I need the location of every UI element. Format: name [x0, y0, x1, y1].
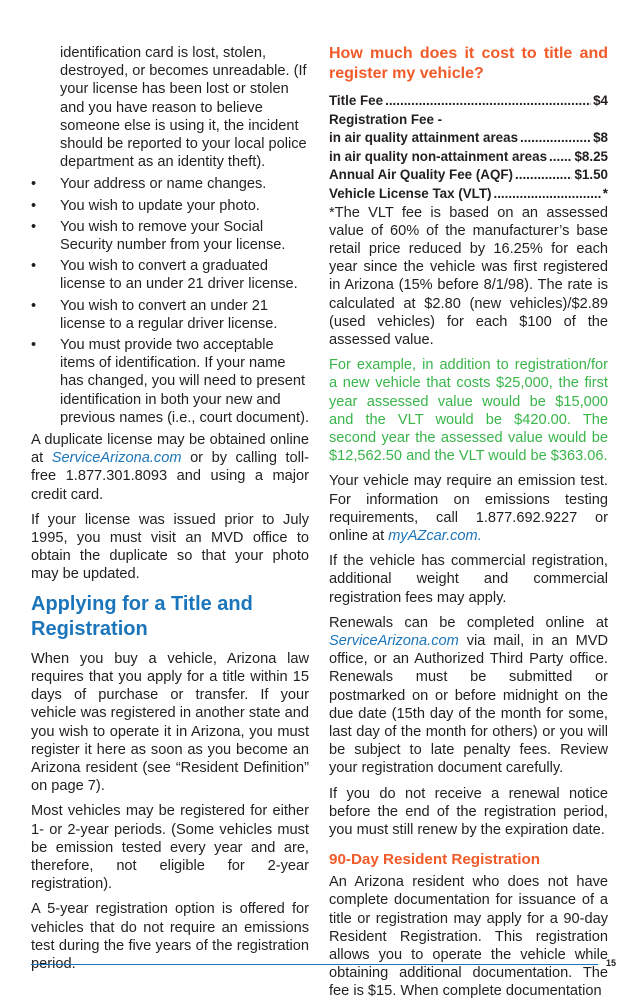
resident-registration-heading: 90-Day Resident Registration — [329, 851, 540, 869]
footer-rule — [31, 964, 598, 965]
resident-registration-paragraph: An Arizona resident who does not have complete documentation for issuance of a title or registration may apply for a 90-day Resident Registration. This registration allows you to operate the vehicle while obtaining additional documentation. The fee is $15. When complete documentation — [329, 874, 608, 1000]
cost-heading: How much does it cost to title and register my vehicle? — [329, 45, 608, 82]
example-paragraph: For example, in addition to registration/for a new vehicle that costs $25,000, the first year assessed value would be $15,000 and the VLT would be $420.00. The second year the assessed value would be $12,562.50 and the VLT would be $363.06. — [329, 357, 608, 465]
bullet-icon: • — [31, 176, 37, 193]
list-item: • You wish to convert an under 21 license to a regular driver license. — [31, 297, 278, 332]
renewal-paragraph: Renewals can be completed online at ServiceArizona.com via mail, in an MVD office, or an Authorized Third Party office. Renewals must be submitted or postmarked on or before midnight on the due date (15th day of the month for some, last day of the month for others) or you will be subject to late penalty fees. Review your registration document carefully. — [329, 614, 608, 777]
left-column — [31, 44, 309, 980]
emission-paragraph: Your vehicle may require an emission test. For information on emissions testing requirements, call 1.877.692.9227 or online at myAZcar.com. — [329, 473, 608, 545]
continuation-text: identification card is lost, stolen, destroyed, or becomes unreadable. (If your license has been lost or stolen and you have reason to believe someone else is using it, the incident should be reported to your local police department as an identity theft). — [60, 45, 307, 171]
list-item: • You must provide two acceptable items of identification. If your name has changed, you will need to present identification in both your new and previous names (i.e., court document). — [31, 337, 310, 426]
commercial-paragraph: If the vehicle has commercial registration, additional weight and commercial registration fees may apply. — [329, 553, 608, 606]
bullet-icon: • — [31, 197, 37, 214]
bullet-icon: • — [31, 337, 37, 354]
five-year-paragraph: A 5-year registration option is offered for vehicles that do not require an emissions test during the five years of the registration period. — [31, 901, 309, 972]
bullet-icon: • — [31, 258, 37, 275]
service-arizona-link[interactable]: ServiceArizona.com — [329, 633, 459, 650]
title-fee-row: Title Fee ..... $4 — [329, 92, 608, 111]
section-heading: Applying for a Title and Registration — [31, 592, 253, 640]
vlt-fee-row: Vehicle License Tax (VLT) ..... * — [329, 185, 608, 204]
bullet-list — [31, 175, 309, 427]
nonattainment-fee-row: in air quality non-attainment areas ..... $8.25 — [329, 148, 608, 167]
list-item: • You wish to remove your Social Security number from your license. — [31, 218, 286, 254]
bullet-icon: • — [31, 297, 37, 314]
registration-fee-label: Registration Fee - — [329, 111, 443, 127]
aqf-fee-row: Annual Air Quality Fee (AQF) ..... $1.50 — [329, 166, 608, 185]
service-arizona-link[interactable]: ServiceArizona.com — [51, 450, 182, 467]
page-number: 15 — [606, 958, 617, 968]
title-requirement-paragraph: When you buy a vehicle, Arizona law requires that you apply for a title within 15 days of purchase or transfer. If your vehicle was registered in another state and you wish to operate it in Arizona, you must register it here as soon as you become an Arizona resident (see “Resident Definition” on page 7). — [31, 650, 309, 795]
renewal-notice-paragraph: If you do not receive a renewal notice before the end of the registration period, you must still renew by the expiration date. — [329, 785, 608, 839]
registration-period-paragraph: Most vehicles may be registered for either 1- or 2-year periods. (Some vehicles must be emission tested every year and are, therefore, not eligible for 2-year registration). — [31, 803, 309, 893]
duplicate-license-paragraph: A duplicate license may be obtained online at ServiceArizona.com or by calling toll-free 1.877.301.8093 and using a major credit card. — [31, 432, 309, 503]
attainment-fee-row: in air quality attainment areas ..... $8 — [329, 129, 608, 148]
bullet-icon: • — [31, 218, 37, 235]
list-item: • You wish to update your photo. — [31, 197, 260, 214]
list-item: • Your address or name changes. — [31, 176, 267, 193]
mvd-visit-paragraph: If your license was issued prior to July 1995, you must visit an MVD office to obtain the duplicate so that your photo may be updated. — [31, 511, 309, 583]
right-column — [329, 44, 608, 1008]
list-item: • You wish to convert a graduated license to an under 21 driver license. — [31, 258, 298, 293]
vlt-note: *The VLT fee is based on an assessed value of 60% of the manufacturer’s base retail price reduced by 16.25% for each year since the vehicle was first registered in Arizona (15% before 8/1/98). The rate is calculated at $2.80 (new vehicles)/$2.89 (used vehicles) for each $100 of the assessed value. — [329, 204, 608, 348]
myazcar-link[interactable]: myAZcar.com. — [388, 528, 482, 545]
